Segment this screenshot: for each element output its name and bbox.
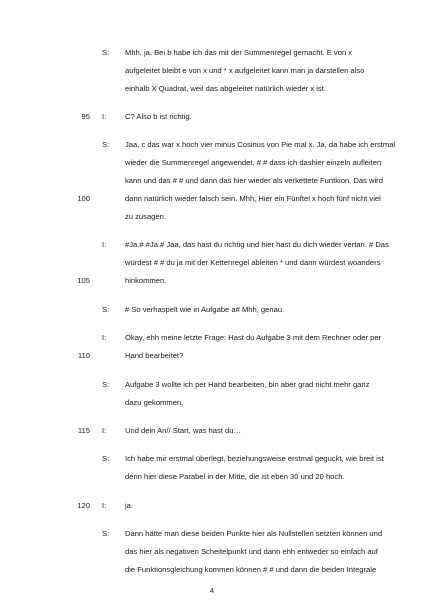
transcript-line bbox=[0, 500, 424, 511]
utterance-text: ja. bbox=[125, 501, 134, 510]
utterance-text: wieder die Summenregel angewendet, # # dass ich dashier einzeln aufleiten bbox=[125, 158, 382, 167]
speaker-label: I: bbox=[102, 426, 107, 435]
line-number: 100 bbox=[77, 194, 90, 203]
transcript-line bbox=[0, 397, 424, 408]
transcript-line bbox=[0, 528, 424, 539]
transcript-line bbox=[0, 239, 424, 250]
utterance-text: dann natürlich wieder falsch sein. Mhh, Hier ein Fünftel x hoch fünf nicht viel bbox=[125, 194, 381, 203]
utterance-text: Okay, ehh meine letzte Frage: Hast du Aufgabe 3 mit dem Rechner oder per bbox=[125, 333, 382, 342]
utterance-text: Und dein An// Start, was hast du… bbox=[125, 426, 242, 435]
utterance-text: Aufgabe 3 wollte ich per Hand bearbeiten, bin aber grad nicht mehr ganz bbox=[125, 380, 370, 389]
line-number: 115 bbox=[77, 426, 90, 435]
transcript-line bbox=[0, 453, 424, 464]
line-number: 95 bbox=[81, 112, 90, 121]
transcript-line bbox=[0, 379, 424, 390]
transcript-line bbox=[0, 546, 424, 557]
utterance-text: würdest # # du ja mit der Kettenregel ableiten * und dann würdest woanders bbox=[125, 258, 381, 267]
transcript-line bbox=[0, 47, 424, 58]
transcript-line bbox=[0, 139, 424, 150]
transcript-line bbox=[0, 304, 424, 315]
utterance-text: Hand bearbeitet? bbox=[125, 351, 184, 360]
transcript-line bbox=[0, 211, 424, 222]
speaker-label: I: bbox=[102, 333, 107, 342]
transcript-line bbox=[0, 65, 424, 76]
utterance-text: das hier als negativen Scheitelpunkt und dann ehh entweder so einfach auf bbox=[125, 547, 378, 556]
transcript-line bbox=[0, 425, 424, 436]
utterance-text: # So verhaspelt wie in Aufgabe a# Mhh, genau. bbox=[125, 305, 285, 314]
transcript-line bbox=[0, 111, 424, 122]
speaker-label: S: bbox=[102, 454, 110, 463]
transcript-line bbox=[0, 332, 424, 343]
utterance-text: aufgeleitet bleibt e von x und * x aufgeleitet kann man ja darstellen also bbox=[125, 66, 365, 75]
line-number: 120 bbox=[77, 501, 90, 510]
utterance-text: #Ja.# #Ja.# Jaa, das hast du richtig und hier hast du dich wieder vertan. # Das bbox=[125, 240, 389, 249]
utterance-text: kann und das # # und dann das hier wieder als verkettete Funtkion. Das wird bbox=[125, 176, 383, 185]
page-number: 4 bbox=[209, 586, 215, 595]
transcript-line bbox=[0, 83, 424, 94]
transcript-line bbox=[0, 350, 424, 361]
speaker-label: S: bbox=[102, 380, 110, 389]
transcript-line bbox=[0, 257, 424, 268]
transcript-line bbox=[0, 193, 424, 204]
transcript-line bbox=[0, 564, 424, 575]
utterance-text: Jaa, c das war x hoch vier minus Cosinus von Pie mal x. Ja, da habe ich erstmal bbox=[125, 140, 396, 149]
line-number: 105 bbox=[77, 276, 90, 285]
transcript-line bbox=[0, 157, 424, 168]
utterance-text: einhalb X Quadrat, weil das abgeleitet natürlich wieder x ist. bbox=[125, 84, 326, 93]
utterance-text: Dann hätte man diese beiden Punkte hier als Nullstellen setzten können und bbox=[125, 529, 383, 538]
speaker-label: S: bbox=[102, 529, 110, 538]
utterance-text: Mhh, ja. Bei b habe ich das mit der Summenregel gemacht. E von x bbox=[125, 48, 353, 57]
speaker-label: I: bbox=[102, 112, 107, 121]
utterance-text: die Funktionsgleichung kommen können # # und dann die beiden Integrale bbox=[125, 565, 377, 574]
transcript-line bbox=[0, 471, 424, 482]
line-number: 110 bbox=[77, 351, 90, 360]
utterance-text: dazu gekommen. bbox=[125, 398, 184, 407]
utterance-text: Ich habe mir erstmal überlegt, beziehungsweise erstmal geguckt, wie breit ist bbox=[125, 454, 384, 463]
speaker-label: I: bbox=[102, 240, 107, 249]
utterance-text: denn hier diese Parabel in der Mitte, die ist eben 30 und 20 hoch. bbox=[125, 472, 345, 481]
utterance-text: hinkommen. bbox=[125, 276, 167, 285]
utterance-text: zu zusagen. bbox=[125, 212, 166, 221]
transcript-line bbox=[0, 275, 424, 286]
utterance-text: C? Also b ist richtig. bbox=[125, 112, 192, 121]
speaker-label: S: bbox=[102, 48, 110, 57]
speaker-label: S: bbox=[102, 305, 110, 314]
speaker-label: I: bbox=[102, 501, 107, 510]
transcript-line bbox=[0, 175, 424, 186]
speaker-label: S: bbox=[102, 140, 110, 149]
